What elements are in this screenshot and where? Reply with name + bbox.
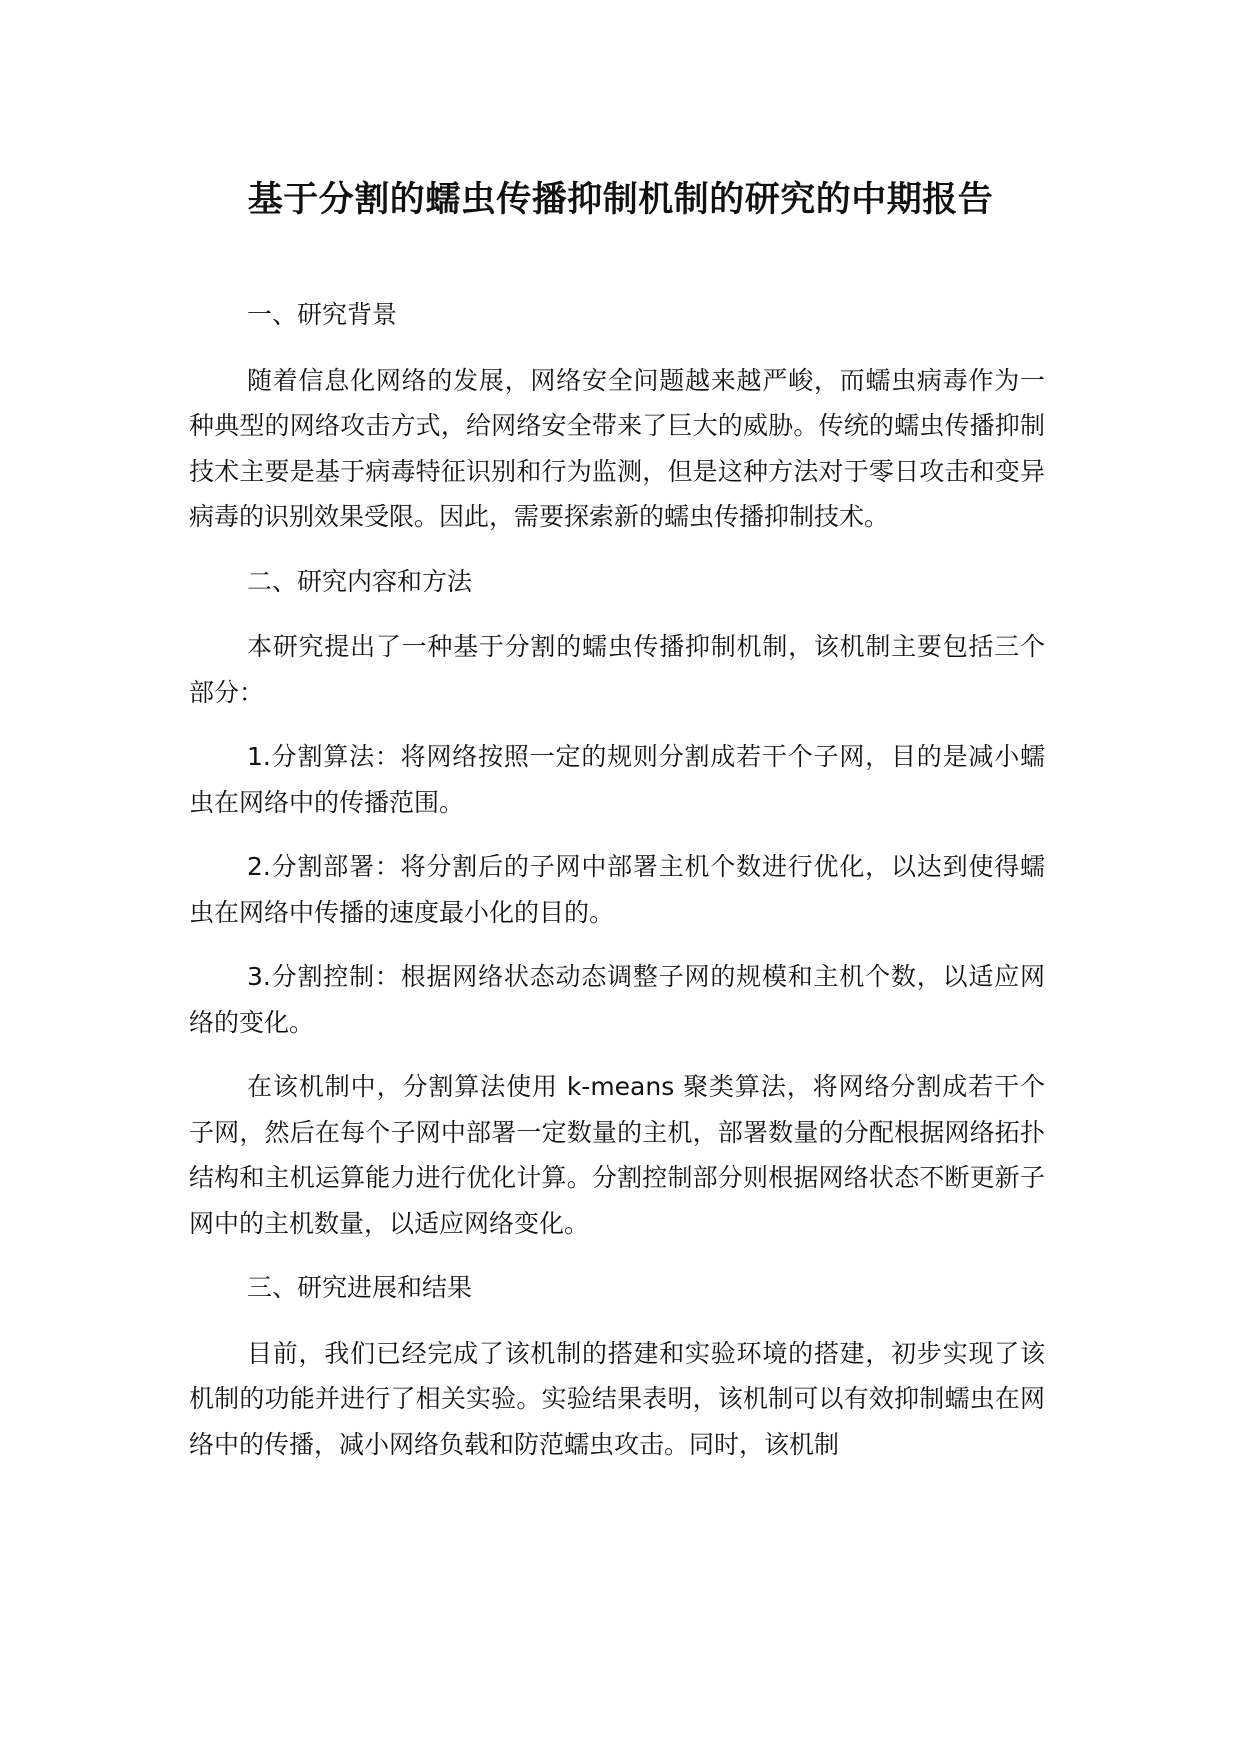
list-item-segmentation-algorithm: 1.分割算法：将网络按照一定的规则分割成若干个子网，目的是减小蠕虫在网络中的传播范围。 [189,742,1045,817]
section-heading-content-methods: 二、研究内容和方法 [247,566,473,596]
list-item-segmentation-control: 3.分割控制：根据网络状态动态调整子网的规模和主机个数，以适应网络的变化。 [189,962,1045,1037]
paragraph-background: 随着信息化网络的发展，网络安全问题越来越严峻，而蠕虫病毒作为一种典型的网络攻击方式，给网络安全带来了巨大的威胁。传统的蠕虫传播抑制技术主要是基于病毒特征识别和行为监测，但是这种方法对于零日攻击和变异病毒的识别效果受限。因此，需要探索新的蠕虫传播抑制技术。 [189,365,1045,531]
paragraph-progress: 目前，我们已经完成了该机制的搭建和实验环境的搭建，初步实现了该机制的功能并进行了相关实验。实验结果表明，该机制可以有效抑制蠕虫在网络中的传播，减小网络负载和防范蠕虫攻击。同时，该机制 [189,1338,1045,1459]
list-item-segmentation-deployment: 2.分割部署：将分割后的子网中部署主机个数进行优化，以达到使得蠕虫在网络中传播的速度最小化的目的。 [189,852,1045,927]
section-heading-progress-results: 三、研究进展和结果 [247,1273,473,1302]
document-body [189,292,1045,1486]
document-title: 基于分割的蠕虫传播抑制机制的研究的中期报告 [247,180,994,220]
section-heading-background: 一、研究背景 [247,300,398,329]
paragraph-mechanism-detail: 在该机制中，分割算法使用 k-means 聚类算法，将网络分割成若干个子网，然后在每个子网中部署一定数量的主机，部署数量的分配根据网络拓扑结构和主机运算能力进行优化计算。分割控制部分则根据网络状态不断更新子网中的主机数量，以适应网络变化。 [189,1072,1045,1238]
paragraph-mechanism-intro: 本研究提出了一种基于分割的蠕虫传播抑制机制，该机制主要包括三个部分： [189,632,1045,707]
